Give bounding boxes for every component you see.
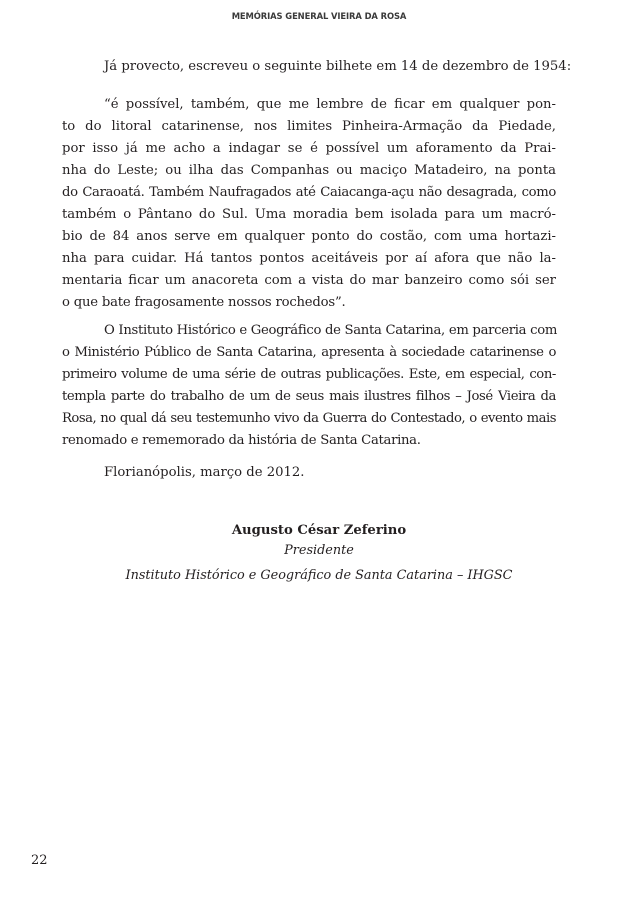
signatory-role: Presidente [284, 543, 354, 558]
body-line: renomado e rememorado da história de Santa Catarina. [62, 433, 421, 448]
body-line: por isso já me acho a indagar se é possível um aforamento da Prai- [62, 141, 556, 156]
body-line: Rosa, no qual dá seu testemunho vivo da Guerra do Contestado, o evento mais [62, 411, 556, 426]
body-line: bio de 84 anos serve em qualquer ponto do costão, com uma hortazi- [62, 229, 556, 244]
body-line: o que bate fragosamente nossos rochedos”. [62, 295, 346, 310]
body-line: nha do Leste; ou ilha das Companhas ou maciço Matadeiro, na ponta [62, 163, 556, 178]
body-line: primeiro volume de uma série de outras publicações. Este, em especial, con- [62, 367, 556, 382]
dateline: Florianópolis, março de 2012. [104, 465, 305, 480]
body-line: to do litoral catarinense, nos limites Pinheira-Armação da Piedade, [62, 119, 556, 134]
body-line: do Caraoatá. Também Naufragados até Caiacanga-açu não desagrada, como [62, 185, 556, 200]
body-line: “é possível, também, que me lembre de ficar em qualquer pon- [104, 97, 556, 112]
body-line: nha para cuidar. Há tantos pontos aceitáveis por aí afora que não la- [62, 251, 556, 266]
body-line: também o Pântano do Sul. Uma moradia bem isolada para um macró- [62, 207, 556, 222]
body-line: templa parte do trabalho de um de seus mais ilustres filhos – José Vieira da [62, 389, 556, 404]
body-line: Já provecto, escreveu o seguinte bilhete em 14 de dezembro de 1954: [104, 59, 572, 74]
body-line: O Instituto Histórico e Geográfico de Santa Catarina, em parceria com [104, 323, 558, 338]
body-line: o Ministério Público de Santa Catarina, apresenta à sociedade catarinense o [62, 345, 556, 360]
page-number: 22 [31, 853, 48, 868]
running-header: MEMÓRIAS GENERAL VIEIRA DA ROSA [231, 11, 407, 21]
signatory-name: Augusto César Zeferino [231, 523, 407, 538]
signatory-institution: Instituto Histórico e Geográfico de Santa Catarina – IHGSC [125, 568, 513, 583]
body-line: mentaria ficar um anacoreta com a vista do mar banzeiro como sói ser [62, 273, 556, 288]
